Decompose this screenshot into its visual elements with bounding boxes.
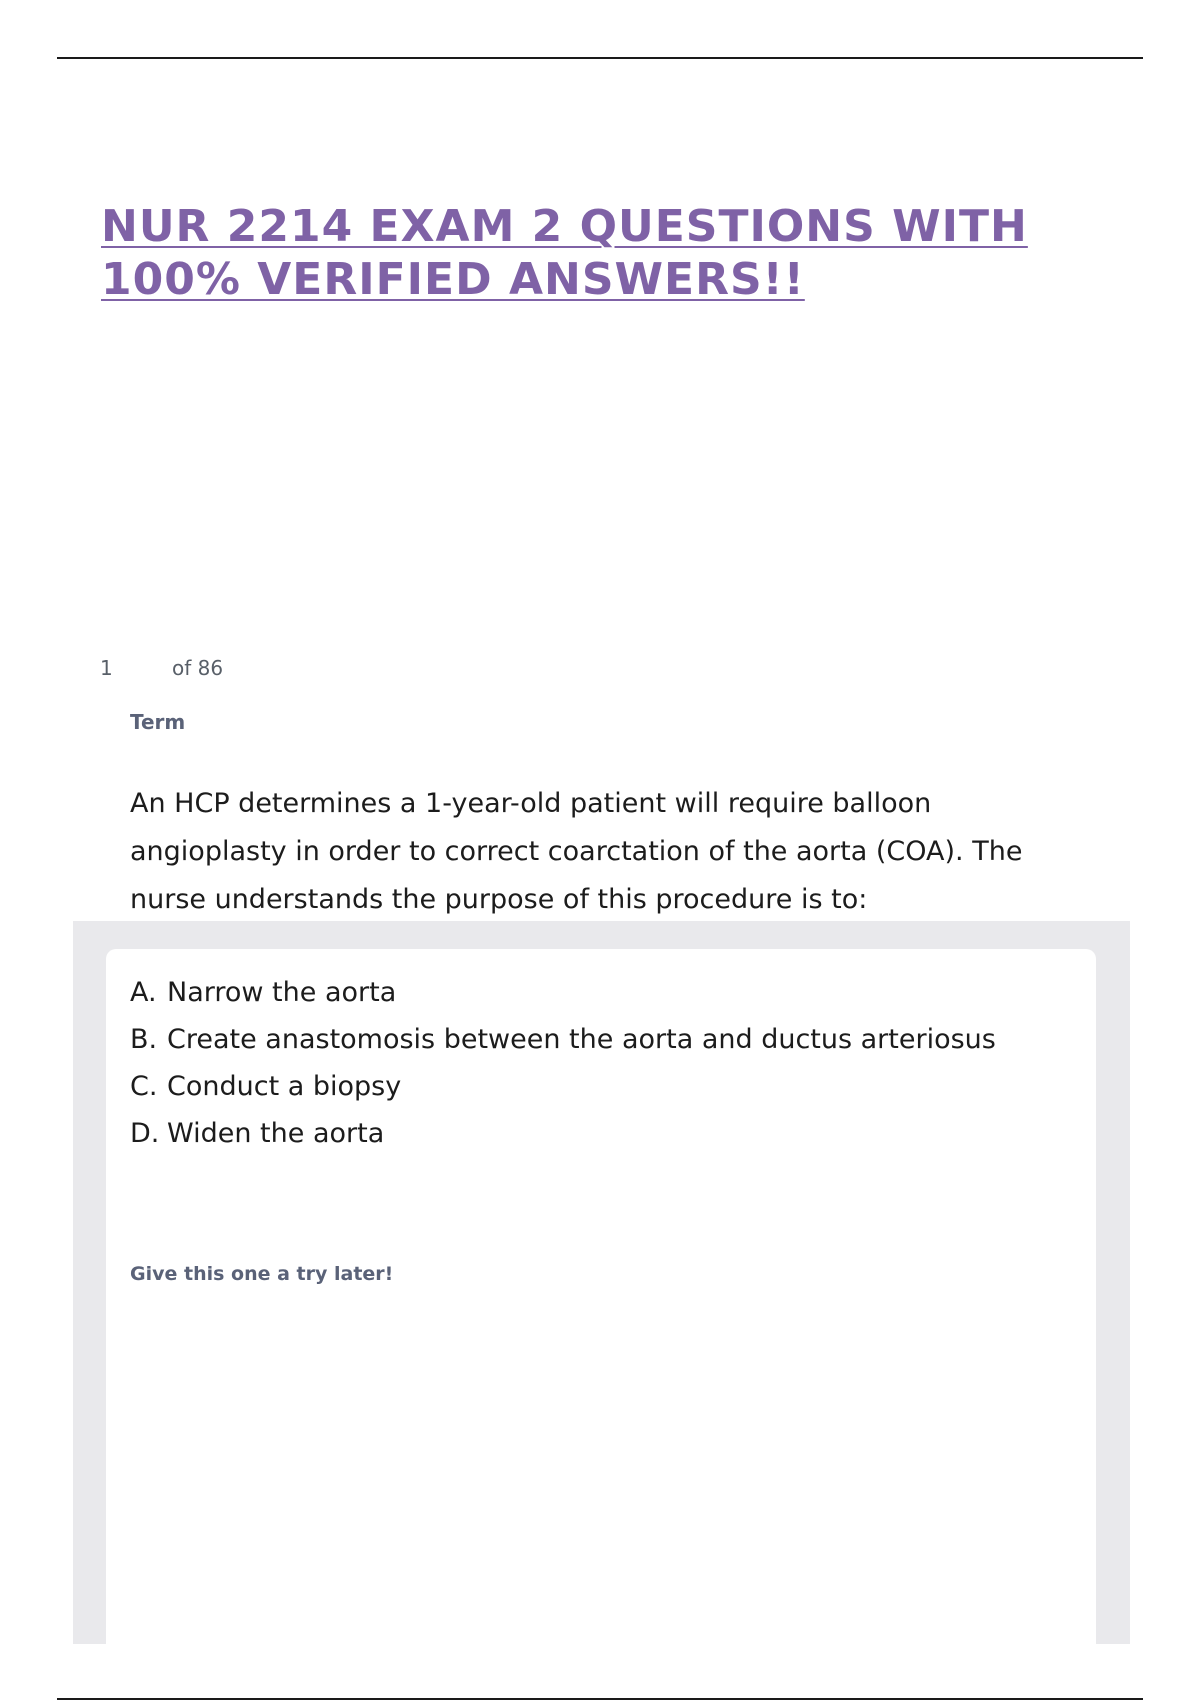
top-divider [57,57,1143,59]
card-counter [100,656,223,680]
answer-option-a[interactable] [130,969,996,1016]
answer-card [106,949,1096,1644]
card-index: 1 [100,656,113,680]
answer-option-c[interactable] [130,1063,996,1110]
answer-option-d[interactable] [130,1110,996,1157]
answer-option-b[interactable] [130,1016,996,1063]
document-title-line-2: 100% VERIFIED ANSWERS!! [101,254,805,305]
document-title [101,200,1101,306]
option-text: Narrow the aorta [167,977,397,1008]
option-letter: A. [130,977,157,1008]
term-label: Term [130,710,186,734]
question-text: An HCP determines a 1-year-old patient will require balloon angioplasty in order to correct coarctation of the aorta (COA). The nurse understands the purpose of this procedure is to: [130,788,1023,915]
option-letter: B. [130,1024,158,1055]
option-letter: D. [130,1118,160,1149]
try-later-link[interactable]: Give this one a try later! [130,1263,394,1285]
option-text: Conduct a biopsy [167,1071,402,1102]
document-title-line-1: NUR 2214 EXAM 2 QUESTIONS WITH [101,201,1028,252]
option-text: Create anastomosis between the aorta and ductus arteriosus [167,1024,996,1055]
option-text: Widen the aorta [167,1118,385,1149]
card-total: of 86 [172,656,224,680]
answer-options [130,969,996,1157]
answer-panel [73,921,1130,1644]
option-letter: C. [130,1071,158,1102]
